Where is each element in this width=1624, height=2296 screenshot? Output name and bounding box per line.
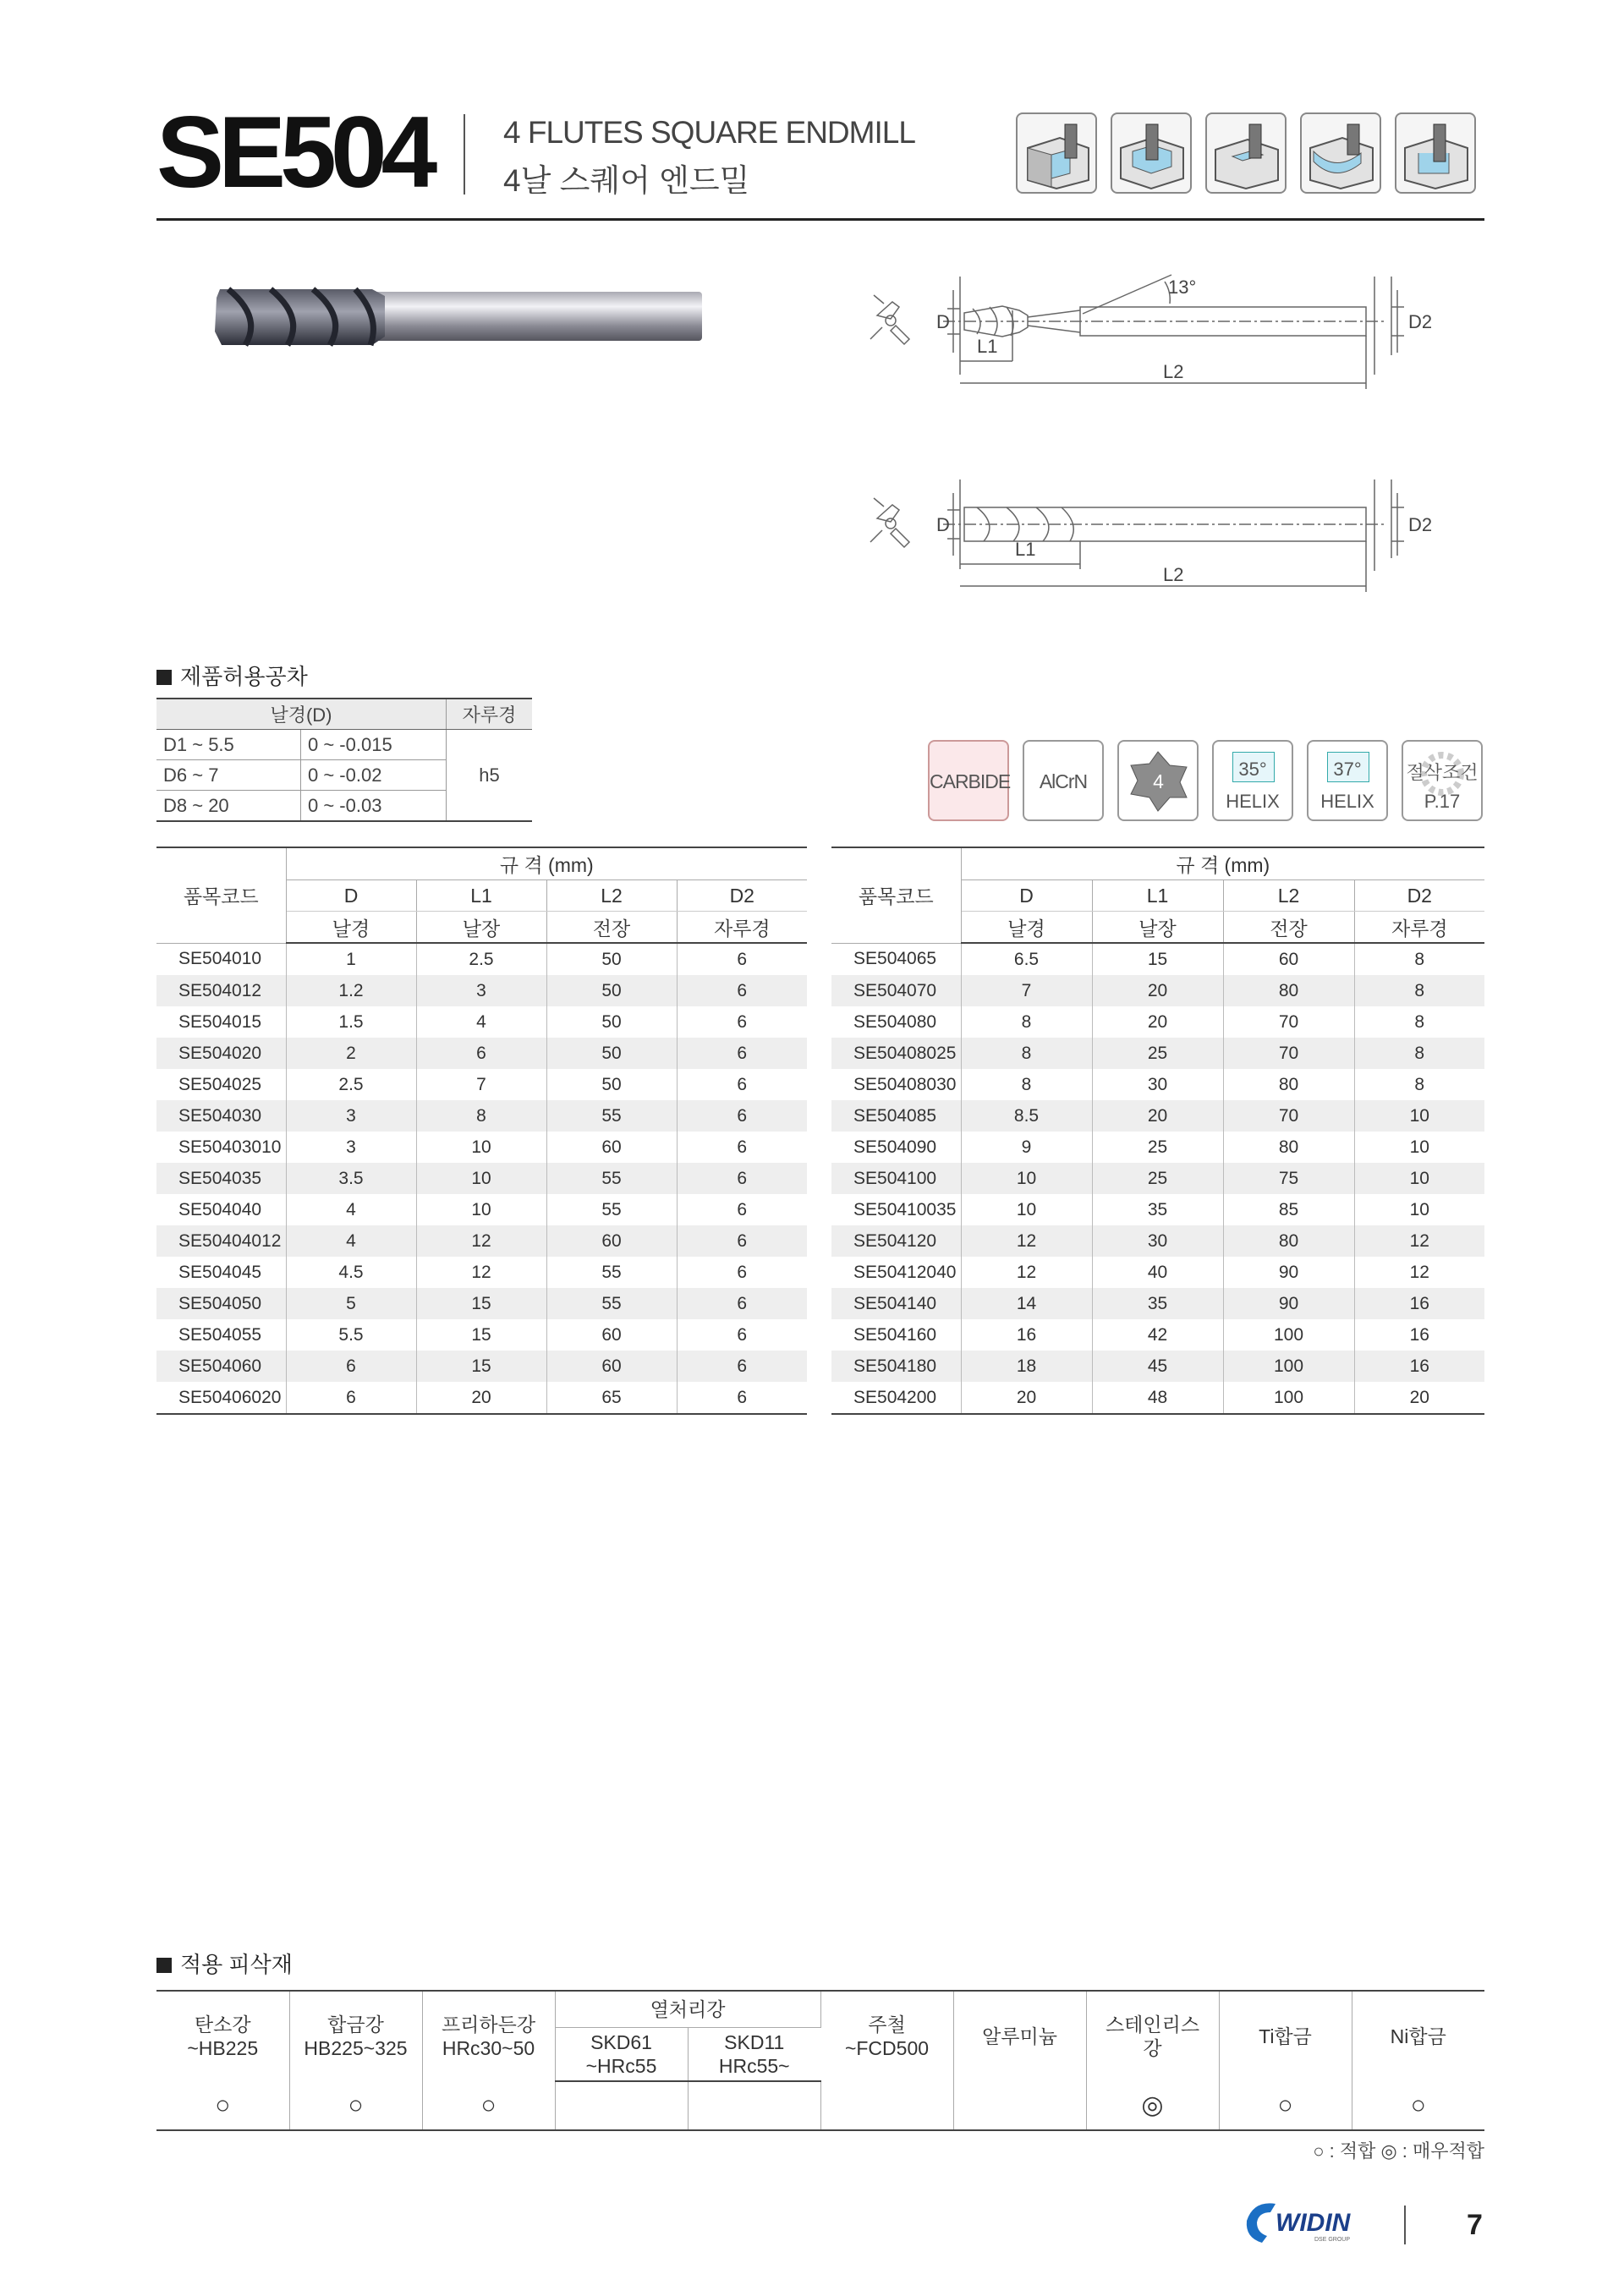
cell-d2: 6 [677, 1225, 807, 1257]
suitability-mark: ○ [156, 2081, 289, 2130]
cell-d: 6 [286, 1382, 416, 1414]
cell-d2: 6 [737, 1011, 748, 1032]
table-row [156, 1351, 807, 1382]
l2-label-2: L2 [1163, 564, 1184, 585]
table-row [831, 1006, 1484, 1038]
table-row [831, 1163, 1484, 1194]
cell-code: SE504100 [831, 1163, 961, 1194]
mat-alloy-steel: 합금강 HB225~325 [289, 1991, 422, 2081]
col-header-code: 품목코드 [156, 847, 286, 943]
svg-text:WIDIN: WIDIN [1276, 2209, 1351, 2237]
cell-d2: 20 [1354, 1382, 1484, 1414]
suitability-mark: ◎ [1086, 2081, 1219, 2130]
cell-l1: 15 [416, 1288, 546, 1319]
cell-d: 12 [961, 1257, 1092, 1288]
cell-l1: 15 [416, 1319, 546, 1351]
cell-code: SE504050 [156, 1288, 286, 1319]
helix35-badge: 35° HELIX [1212, 740, 1293, 821]
coating-badge: AlCrN [1023, 740, 1104, 821]
cell-code: SE504080 [831, 1006, 961, 1038]
cell-d2: 8 [1414, 1074, 1425, 1094]
col-header-d: D [961, 880, 1092, 912]
cell-d: 10 [961, 1163, 1092, 1194]
cell-d2: 12 [1409, 1262, 1429, 1282]
page-number: 7 [1467, 2209, 1483, 2241]
cell-code: SE504012 [156, 975, 286, 1006]
cell-d: 8.5 [961, 1100, 1092, 1132]
cell-l2: 55 [546, 1100, 677, 1132]
cell-d: 6 [286, 1351, 416, 1382]
cell-d: 2.5 [286, 1069, 416, 1100]
cell-l2: 100 [1223, 1351, 1354, 1382]
cell-code: SE504040 [156, 1194, 286, 1225]
tol-header-shank: 자루경 [447, 699, 533, 730]
table-row [156, 1069, 807, 1100]
cell-l1: 10 [416, 1194, 546, 1225]
col-header-l2: L2 [546, 880, 677, 912]
pocket-milling-icon [1111, 112, 1192, 194]
cell-d: 4.5 [286, 1257, 416, 1288]
cell-code: SE504200 [831, 1382, 961, 1414]
cell-l2: 70 [1223, 1038, 1354, 1069]
carbide-badge: CARBIDE [928, 740, 1009, 821]
table-row [156, 1288, 807, 1319]
cell-d: 4 [286, 1225, 416, 1257]
bullet-square-icon [156, 670, 172, 685]
cell-code: SE50410035 [831, 1194, 961, 1225]
cell-code: SE504055 [156, 1319, 286, 1351]
table-row [156, 1225, 807, 1257]
cell-l2: 50 [546, 1069, 677, 1100]
widin-logo [1242, 2195, 1369, 2246]
l2-label: L2 [1163, 361, 1184, 382]
cell-d2: 16 [1354, 1351, 1484, 1382]
cell-l2: 80 [1223, 1225, 1354, 1257]
mat-heat-treated-group: 열처리강 [555, 1991, 820, 2028]
tol-shank-value: h5 [447, 730, 533, 822]
table-row [831, 1132, 1484, 1163]
cell-d2: 10 [1409, 1137, 1429, 1157]
header-divider [464, 114, 465, 195]
cell-code: SE504030 [156, 1100, 286, 1132]
cell-d: 10 [961, 1194, 1092, 1225]
suitability-mark: ○ [1352, 2081, 1484, 2130]
suitability-mark: ○ [1219, 2081, 1352, 2130]
cell-d: 3.5 [286, 1163, 416, 1194]
cell-d2: 6 [677, 1163, 807, 1194]
cell-code: SE504160 [831, 1319, 961, 1351]
cell-code: SE50406020 [156, 1382, 286, 1414]
cell-l1: 7 [416, 1069, 546, 1100]
table-row [156, 943, 807, 975]
cell-d2: 6 [677, 1351, 807, 1382]
endmill-photo [211, 279, 710, 355]
col-header-d: D [286, 880, 416, 912]
cell-l2: 55 [546, 1194, 677, 1225]
cell-d2: 8 [1414, 949, 1425, 969]
cell-l1: 30 [1092, 1069, 1223, 1100]
cell-l2: 60 [546, 1132, 677, 1163]
cell-d: 7 [961, 975, 1092, 1006]
cell-l2: 60 [546, 1319, 677, 1351]
cell-l1: 42 [1092, 1319, 1223, 1351]
col-header-code: 품목코드 [831, 847, 961, 943]
technical-drawing-bottom [859, 469, 1493, 596]
col-header-d2: D2 [1354, 880, 1484, 912]
cell-l1: 10 [416, 1163, 546, 1194]
slotting-icon [1205, 112, 1287, 194]
table-row [831, 1351, 1484, 1382]
cell-l2: 60 [546, 1225, 677, 1257]
cell-l2: 85 [1223, 1194, 1354, 1225]
cell-d2: 8 [1354, 1038, 1484, 1069]
mat-carbon-steel: 탄소강 ~HB225 [156, 1991, 289, 2081]
cell-l1: 40 [1092, 1257, 1223, 1288]
cell-code: SE504120 [831, 1225, 961, 1257]
mat-ti-alloy: Ti합금 [1219, 1991, 1352, 2081]
cell-l1: 15 [1092, 943, 1223, 975]
helix37-badge: 37° HELIX [1307, 740, 1388, 821]
table-row [156, 1006, 807, 1038]
cell-d: 1.2 [286, 975, 416, 1006]
cell-d: 20 [961, 1382, 1092, 1414]
cell-d: 5.5 [286, 1319, 416, 1351]
cell-d: 14 [961, 1288, 1092, 1319]
flute-count-badge: 4 [1117, 740, 1199, 821]
cell-l2: 80 [1223, 975, 1354, 1006]
footer-divider [1404, 2206, 1406, 2244]
cell-d: 2 [286, 1038, 416, 1069]
groove-milling-icon [1395, 112, 1476, 194]
cell-code: SE50403010 [156, 1132, 286, 1163]
cell-code: SE50408025 [831, 1038, 961, 1069]
cell-l1: 4 [416, 1006, 546, 1038]
cell-l2: 80 [1223, 1069, 1354, 1100]
col-header-group: 규 격 (mm) [286, 847, 807, 880]
cell-l2: 60 [1223, 943, 1354, 975]
table-row [156, 1257, 807, 1288]
cell-l1: 48 [1092, 1382, 1223, 1414]
cell-l1: 12 [416, 1257, 546, 1288]
cell-code: SE50404012 [156, 1225, 286, 1257]
cell-code: SE50412040 [831, 1257, 961, 1288]
cell-l2: 70 [1223, 1100, 1354, 1132]
cell-d: 8 [961, 1038, 1092, 1069]
suitability-legend: ○ : 적합 ◎ : 매우적합 [1313, 2140, 1484, 2162]
spec-table-right: 품목코드 규 격 (mm) D L1 L2 D2 날경 날장 전장 자루경 SE504065 6.5 15 60 8 SE504070 7 20 80 8 SE504080 8 20 70 8 SE50408025 8 25 70 8 SE50408030 8 30 80 8 SE504085 8.5 20 70 10 SE504090 9 25 80 10 SE504100 10 25 75 10 SE50410035 10 35 85 10 SE504120 12 30 80 12 SE50412040 12 40 90 12 SE504140 14 35 90 16 SE504160 16 42 100 16 SE504180 18 45 100 16 SE504200 20 48 100 20 [831, 847, 1484, 1415]
cell-l2: 90 [1223, 1257, 1354, 1288]
cell-l1: 20 [1092, 975, 1223, 1006]
mat-skd11: SKD11 HRc55~ [688, 2028, 820, 2082]
angle-label: 13° [1168, 277, 1197, 298]
cell-code: SE504090 [831, 1132, 961, 1163]
tol-header-diameter: 날경(D) [156, 699, 447, 730]
cell-l2: 70 [1223, 1006, 1354, 1038]
mat-cast-iron: 주철 ~FCD500 [820, 1991, 953, 2081]
cell-d: 16 [961, 1319, 1092, 1351]
table-row: D8 ~ 20 0 ~ -0.03 [156, 791, 532, 822]
cell-l1: 25 [1092, 1132, 1223, 1163]
d2-label: D2 [1408, 311, 1433, 332]
table-row [156, 1319, 807, 1351]
cell-l1: 20 [1092, 1100, 1223, 1132]
suitability-mark [953, 2081, 1086, 2130]
table-row [831, 1225, 1484, 1257]
cell-d2: 8 [1414, 1011, 1425, 1032]
mat-stainless-steel: 스테인리스 강 [1086, 1991, 1219, 2081]
cell-code: SE50408030 [831, 1069, 961, 1100]
table-row [156, 1100, 807, 1132]
mat-skd61: SKD61 ~HRc55 [555, 2028, 688, 2082]
cell-code: SE504015 [156, 1006, 286, 1038]
cell-code: SE504140 [831, 1288, 961, 1319]
cell-l2: 50 [546, 975, 677, 1006]
cell-l1: 12 [416, 1225, 546, 1257]
mat-ni-alloy: Ni합금 [1352, 1991, 1484, 2081]
cell-l1: 35 [1092, 1288, 1223, 1319]
mat-prehardened-steel: 프리하든강 HRc30~50 [422, 1991, 555, 2081]
tolerance-table [156, 698, 532, 822]
cell-d2: 6 [737, 1074, 748, 1094]
table-row [831, 1069, 1484, 1100]
cell-l2: 100 [1223, 1319, 1354, 1351]
cell-d: 9 [961, 1132, 1092, 1163]
table-row [831, 1194, 1484, 1225]
table-row [156, 1194, 807, 1225]
cell-d2: 16 [1354, 1288, 1484, 1319]
cell-l1: 3 [416, 975, 546, 1006]
cell-l1: 15 [416, 1351, 546, 1382]
cell-l1: 25 [1092, 1163, 1223, 1194]
cell-d2: 6 [677, 975, 807, 1006]
cell-l1: 8 [416, 1100, 546, 1132]
cell-d: 3 [286, 1132, 416, 1163]
cutting-conditions-badge[interactable]: 절삭조건 P.17 [1402, 740, 1483, 821]
cell-d2: 6 [677, 1100, 807, 1132]
cell-l2: 80 [1223, 1132, 1354, 1163]
cell-d: 3 [286, 1100, 416, 1132]
cell-l2: 90 [1223, 1288, 1354, 1319]
table-row [831, 1038, 1484, 1069]
cell-d: 1 [286, 943, 416, 975]
suitability-mark [820, 2081, 953, 2130]
cell-code: SE504035 [156, 1163, 286, 1194]
cell-d2: 6 [737, 949, 748, 969]
cell-code: SE504070 [831, 975, 961, 1006]
cell-code: SE504045 [156, 1257, 286, 1288]
table-row [831, 943, 1484, 975]
cell-d2: 6 [737, 1262, 748, 1282]
cell-code: SE504025 [156, 1069, 286, 1100]
cell-l1: 2.5 [416, 943, 546, 975]
col-header-l1: L1 [1092, 880, 1223, 912]
cell-d2: 8 [1354, 975, 1484, 1006]
cell-l1: 35 [1092, 1194, 1223, 1225]
cell-code: SE504020 [156, 1038, 286, 1069]
table-row [156, 1038, 807, 1069]
cell-l2: 55 [546, 1257, 677, 1288]
cell-code: SE504060 [156, 1351, 286, 1382]
spec-table-left: 품목코드 규 격 (mm) D L1 L2 D2 날경 날장 전장 자루경 SE504010 1 2.5 50 6 SE504012 1.2 3 50 6 SE504015 1.5 4 50 6 SE504020 2 6 50 6 SE504025 2.5 7 50 6 SE504030 3 8 55 6 SE50403010 3 10 60 6 SE504035 3.5 10 55 6 SE504040 4 10 55 6 SE50404012 4 12 60 6 SE504045 4.5 12 55 6 SE504050 5 15 55 6 SE504055 5.5 15 60 6 SE504060 6 15 60 6 SE50406020 6 20 65 6 [156, 847, 807, 1415]
materials-section-title: 적용 피삭재 [156, 1948, 293, 1979]
cell-l2: 50 [546, 943, 677, 975]
cell-l2: 60 [546, 1351, 677, 1382]
table-row [156, 1163, 807, 1194]
cell-code: SE504180 [831, 1351, 961, 1382]
cell-l2: 65 [546, 1382, 677, 1414]
side-milling-icon [1300, 112, 1381, 194]
col-header-l2: L2 [1223, 880, 1354, 912]
tolerance-section-title: 제품허용공차 [156, 660, 308, 691]
subtitle-english: 4 FLUTES SQUARE ENDMILL [503, 115, 915, 150]
table-row [831, 1288, 1484, 1319]
col-header-l1: L1 [416, 880, 546, 912]
col-header-group: 규 격 (mm) [961, 847, 1484, 880]
table-row [156, 1132, 807, 1163]
cell-l1: 6 [416, 1038, 546, 1069]
cell-code: SE504085 [831, 1100, 961, 1132]
svg-text:DSE GROUP: DSE GROUP [1314, 2237, 1351, 2243]
suitability-mark [688, 2081, 820, 2130]
cell-d: 1.5 [286, 1006, 416, 1038]
shoulder-milling-icon [1016, 112, 1097, 194]
cell-l2: 50 [546, 1006, 677, 1038]
cell-d2: 16 [1409, 1324, 1429, 1345]
cell-l1: 45 [1092, 1351, 1223, 1382]
table-row [831, 1257, 1484, 1288]
cell-l1: 30 [1092, 1225, 1223, 1257]
cell-d2: 10 [1409, 1199, 1429, 1219]
col-header-d2: D2 [677, 880, 807, 912]
cell-l2: 100 [1223, 1382, 1354, 1414]
table-row [156, 1382, 807, 1414]
cell-l2: 55 [546, 1163, 677, 1194]
cell-d: 6.5 [961, 943, 1092, 975]
table-row [156, 975, 807, 1006]
cell-l2: 75 [1223, 1163, 1354, 1194]
cell-d: 8 [961, 1006, 1092, 1038]
suitability-mark [555, 2081, 688, 2130]
table-row [831, 1319, 1484, 1351]
cell-d2: 10 [1354, 1100, 1484, 1132]
cell-d2: 6 [677, 1038, 807, 1069]
d2-label-2: D2 [1408, 514, 1433, 535]
header-rule [156, 218, 1484, 221]
cell-d: 5 [286, 1288, 416, 1319]
cell-d: 12 [961, 1225, 1092, 1257]
cell-d2: 6 [677, 1288, 807, 1319]
cell-l1: 20 [1092, 1006, 1223, 1038]
cell-l1: 25 [1092, 1038, 1223, 1069]
cell-d: 8 [961, 1069, 1092, 1100]
suitability-mark: ○ [422, 2081, 555, 2130]
cell-d2: 10 [1354, 1163, 1484, 1194]
cell-d2: 6 [677, 1382, 807, 1414]
cell-d2: 12 [1354, 1225, 1484, 1257]
d-label-2: D [936, 514, 950, 535]
bullet-square-icon [156, 1958, 172, 1973]
model-title: SE504 [156, 96, 432, 209]
l1-label: L1 [977, 336, 998, 357]
cell-l2: 50 [546, 1038, 677, 1069]
suitability-row [156, 2081, 1484, 2130]
mat-aluminum: 알루미늄 [953, 1991, 1086, 2081]
table-row [831, 975, 1484, 1006]
cell-l1: 10 [416, 1132, 546, 1163]
cell-d: 18 [961, 1351, 1092, 1382]
d-label: D [936, 311, 950, 332]
table-row [831, 1100, 1484, 1132]
subtitle-korean: 4날 스퀘어 엔드밀 [503, 163, 750, 198]
cell-l2: 55 [546, 1288, 677, 1319]
table-row: D6 ~ 7 0 ~ -0.02 [156, 760, 532, 791]
cell-l1: 20 [416, 1382, 546, 1414]
cell-d2: 6 [737, 1137, 748, 1157]
table-row: D1 ~ 5.5 0 ~ -0.015 h5 [156, 730, 532, 760]
suitability-mark: ○ [289, 2081, 422, 2130]
cell-d2: 6 [737, 1199, 748, 1219]
cell-d2: 6 [737, 1324, 748, 1345]
l1-label-2: L1 [1015, 539, 1036, 560]
technical-drawing-top [859, 266, 1493, 393]
cell-d: 4 [286, 1194, 416, 1225]
table-row [831, 1382, 1484, 1414]
cell-code: SE504065 [831, 943, 961, 975]
cell-code: SE504010 [156, 943, 286, 975]
materials-table [156, 1990, 1484, 2131]
